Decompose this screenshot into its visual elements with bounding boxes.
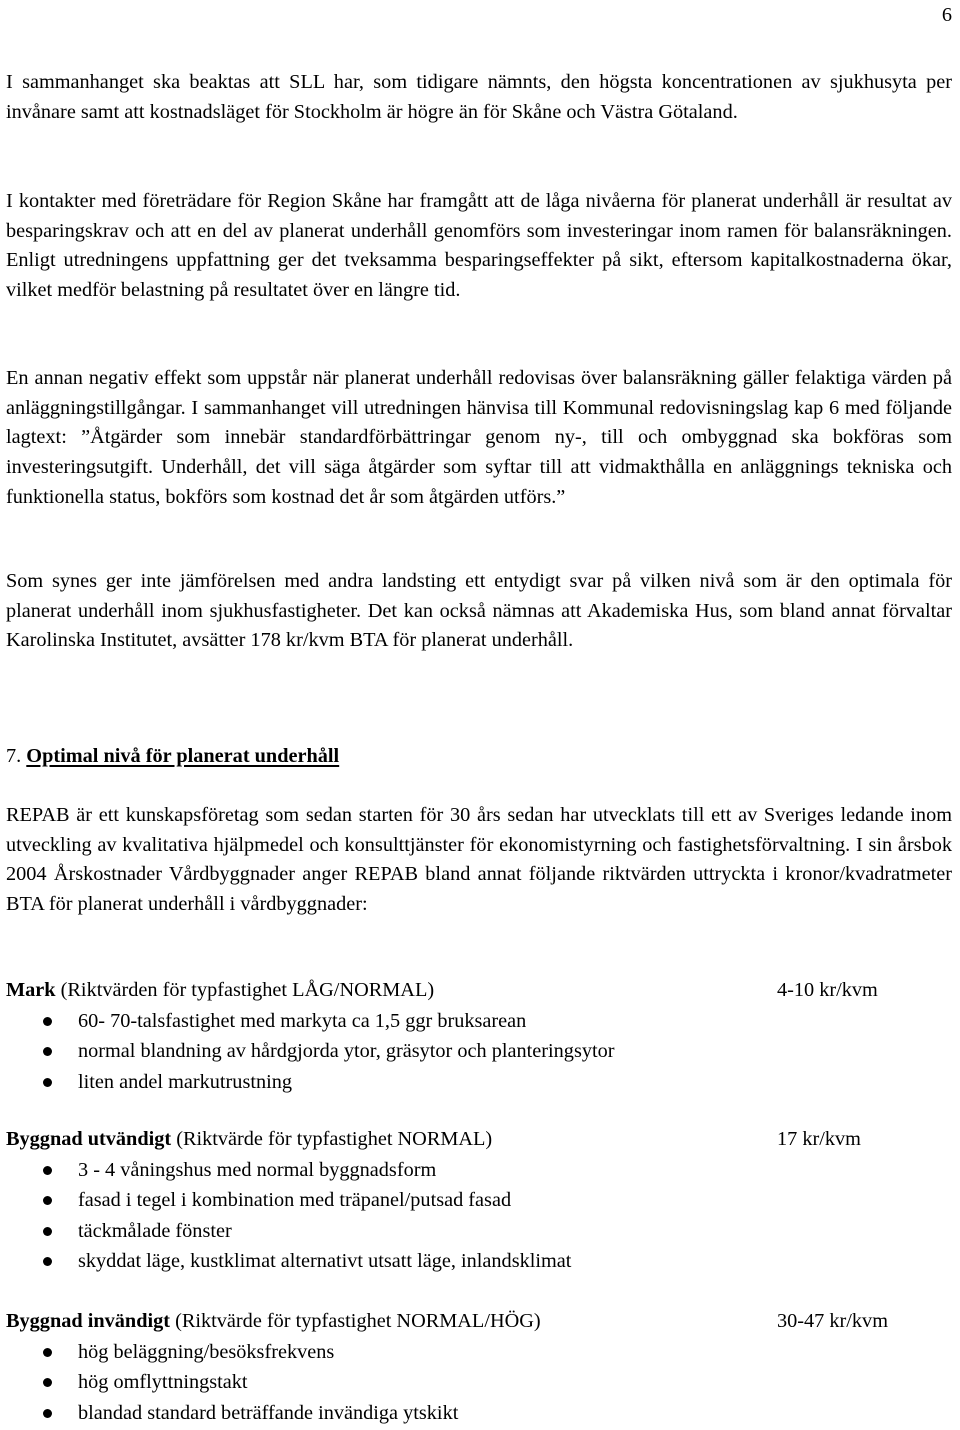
category-description: (Riktvärde för typfastighet NORMAL/HÖG) [170, 1310, 541, 1332]
bullet-icon [43, 1409, 52, 1418]
category-value: 30-47 kr/kvm [777, 1310, 888, 1332]
list-item: blandad standard beträffande invändiga ytskikt [6, 1398, 952, 1429]
section-heading [6, 742, 339, 772]
section-number: 7. [6, 745, 22, 767]
bullet-icon [43, 1047, 52, 1056]
category-description: (Riktvärden för typfastighet LÅG/NORMAL) [55, 979, 435, 1001]
list-item: hög omflyttningstakt [6, 1367, 952, 1398]
category-value: 4-10 kr/kvm [777, 979, 878, 1001]
section-title: Optimal nivå för planerat underhåll [26, 745, 340, 767]
category-byggnad-utvandigt [6, 1125, 952, 1277]
bullet-icon [43, 1378, 52, 1387]
category-header [6, 1125, 952, 1155]
category-description: (Riktvärde för typfastighet NORMAL) [171, 1128, 493, 1150]
category-value: 17 kr/kvm [777, 1128, 861, 1150]
bullet-icon [43, 1078, 52, 1087]
category-list [6, 1006, 952, 1098]
list-item: normal blandning av hårdgjorda ytor, gräsytor och planteringsytor [6, 1036, 952, 1067]
category-name: Byggnad utvändigt [6, 1128, 172, 1150]
category-mark [6, 976, 952, 1097]
paragraph-region-skane: I kontakter med företrädare för Region Skåne har framgått att de låga nivåerna för planerat underhåll är resultat av besparingskrav och att en del av planerat underhåll genomförs som investeringar inom ramen för balansräkningen. Enligt utredningens uppfattning ger det tveksamma besparingseffekter på sikt, eftersom kapitalkostnaderna ökar, vilket medför belastning på resultatet över en längre tid. [6, 190, 952, 302]
bullet-icon [43, 1196, 52, 1205]
category-list [6, 1155, 952, 1277]
bullet-icon [43, 1348, 52, 1357]
bullet-icon [43, 1227, 52, 1236]
paragraph-sll-context: I sammanhanget ska beaktas att SLL har, som tidigare nämnts, den högsta koncentrationen av sjukhusyta per invånare samt att kostnadsläget för Stockholm är högre än för Skåne och Västra Götaland. [6, 71, 952, 123]
category-list [6, 1337, 952, 1429]
category-header [6, 976, 952, 1006]
bullet-icon [43, 1257, 52, 1266]
paragraph-comparison: Som synes ger inte jämförelsen med andra landsting ett entydigt svar på vilken nivå som är den optimala för planerat underhåll inom sjukhusfastigheter. Det kan också nämnas att Akademiska Hus, som bland annat förvaltar Karolinska Institutet, avsätter 178 kr/kvm BTA för planerat underhåll. [6, 570, 952, 652]
category-byggnad-invandigt [6, 1307, 952, 1428]
list-item: skyddat läge, kustklimat alternativt utsatt läge, inlandsklimat [6, 1246, 952, 1277]
paragraph-negative-effect: En annan negativ effekt som uppstår när planerat underhåll redovisas över balansräkning gäller felaktiga värden på anläggningstillgångar. I sammanhanget vill utredningen hänvisa till Kommunal redovisningslag kap 6 med följande lagtext: ”Åtgärder som innebär standardförbättringar genom ny-, till och ombyggnad ska bokföras som investeringsutgift. Underhåll, det vill säga åtgärder som syftar till att vidmakthålla en anläggnings tekniska och funktionella status, bokförs som kostnad det år som åtgärden utförs.” [6, 367, 952, 508]
bullet-icon [43, 1017, 52, 1026]
list-item: liten andel markutrustning [6, 1067, 952, 1098]
list-item: fasad i tegel i kombination med träpanel/putsad fasad [6, 1185, 952, 1216]
category-name: Byggnad invändigt [6, 1310, 171, 1332]
category-header [6, 1307, 952, 1337]
category-name: Mark [6, 979, 56, 1001]
list-item: 3 - 4 våningshus med normal byggnadsform [6, 1155, 952, 1186]
list-item: 60- 70-talsfastighet med markyta ca 1,5 ggr bruksarean [6, 1006, 952, 1037]
page-number: 6 [941, 4, 952, 26]
bullet-icon [43, 1166, 52, 1175]
list-item: hög beläggning/besöksfrekvens [6, 1337, 952, 1368]
list-item: täckmålade fönster [6, 1216, 952, 1247]
paragraph-repab-intro: REPAB är ett kunskapsföretag som sedan starten för 30 års sedan har utvecklats till ett av Sveriges ledande inom utveckling av kvalitativa hjälpmedel och konsulttjänster för ekonomistyrning och fastighetsförvaltning. I sin årsbok 2004 Årskostnader Vårdbyggnader anger REPAB bland annat följande riktvärden uttryckta i kronor/kvadratmeter BTA för planerat underhåll i vårdbyggnader: [6, 804, 952, 916]
